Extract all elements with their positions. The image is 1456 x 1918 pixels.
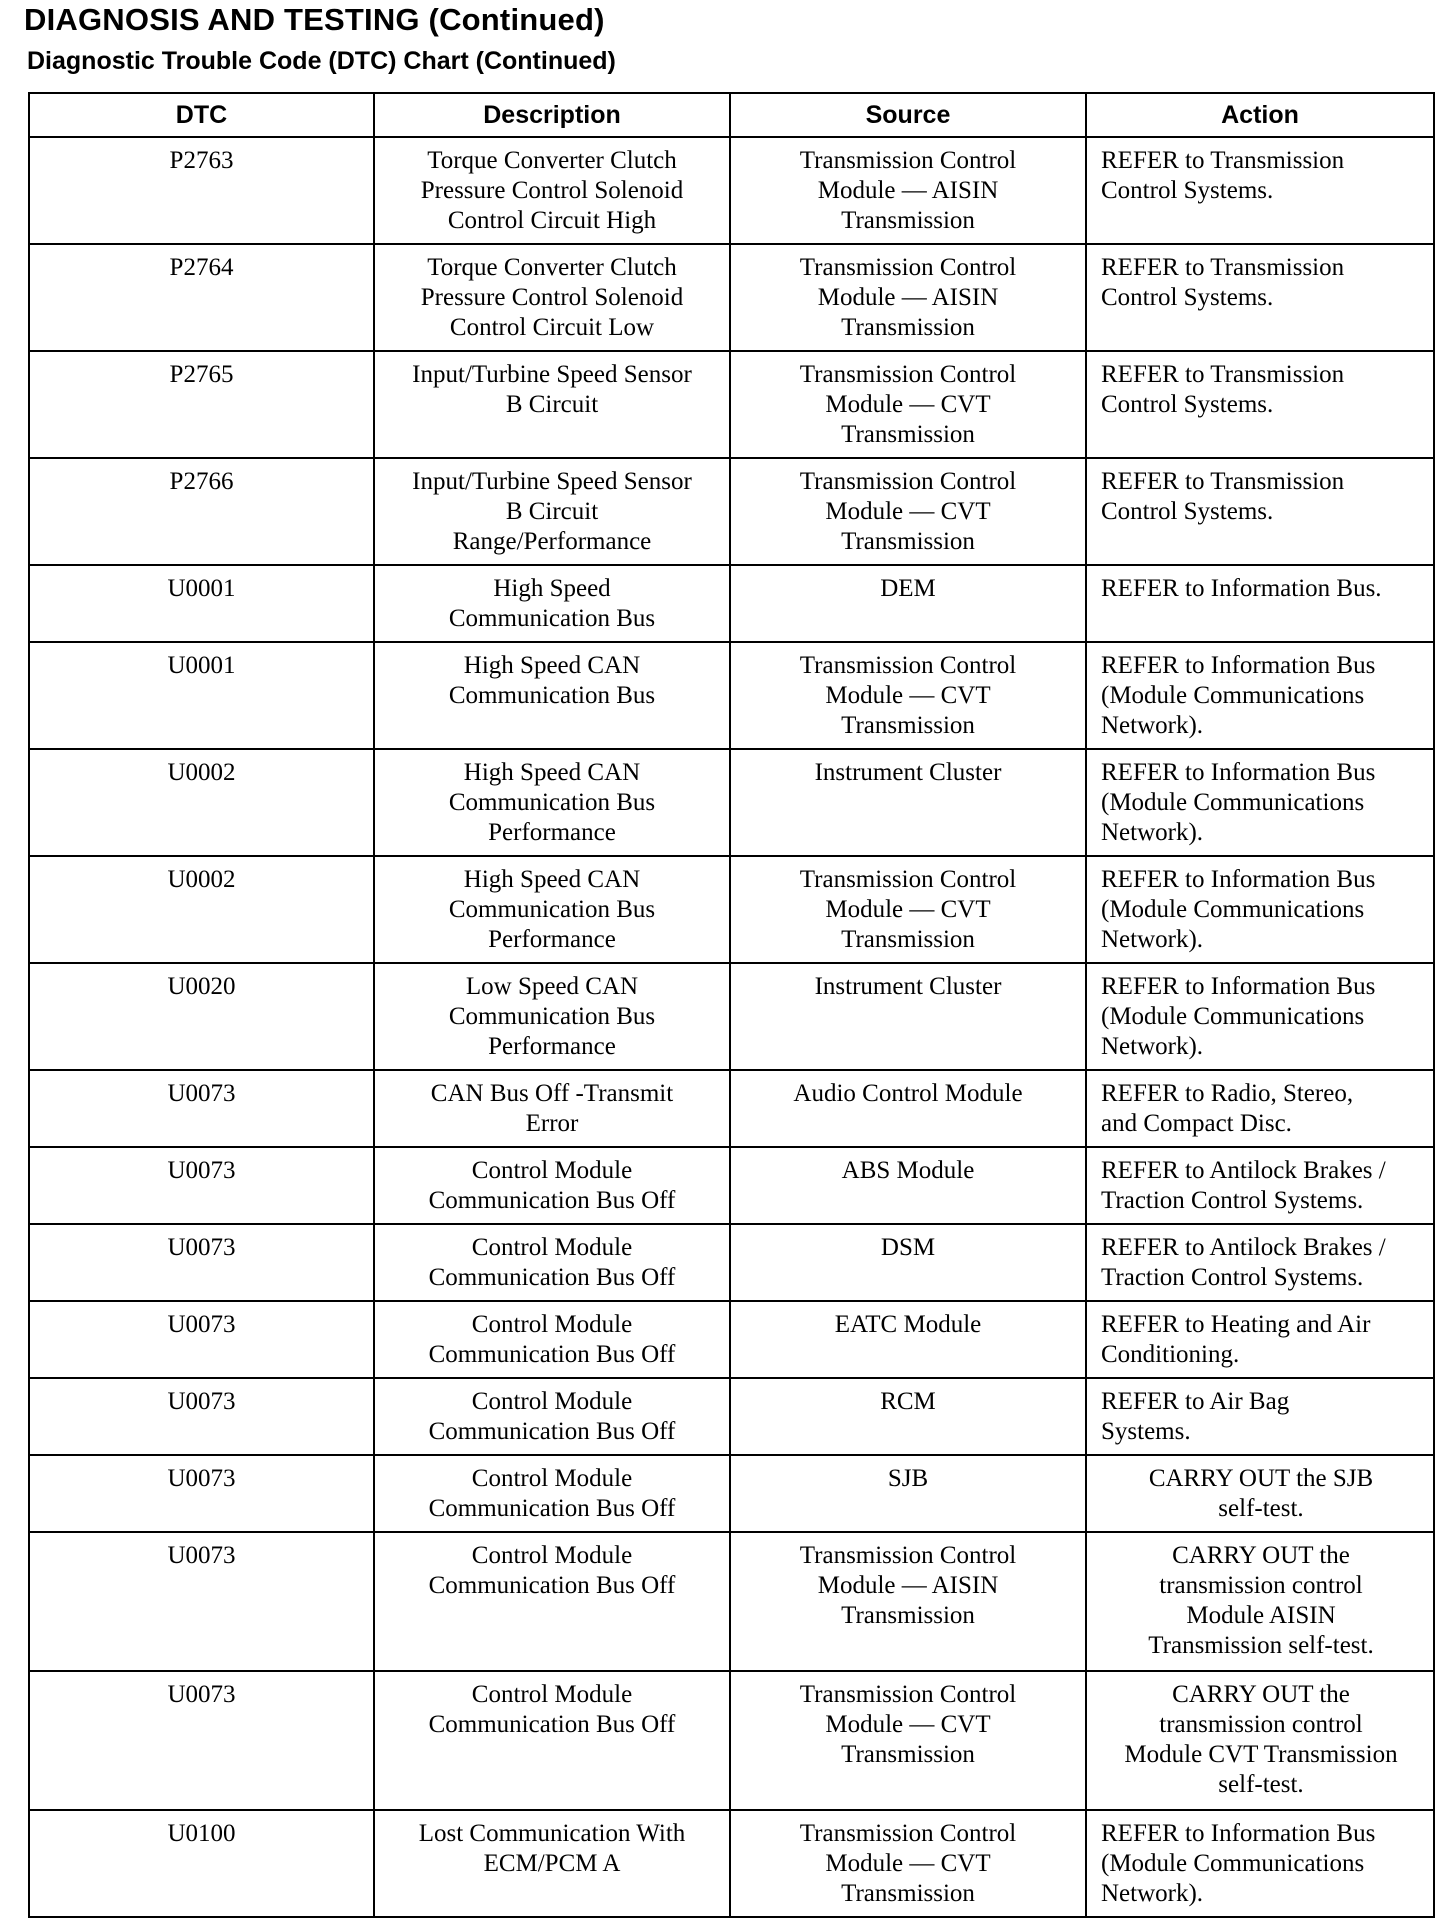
action-cell: REFER to Air Bag Systems. [1086,1378,1434,1455]
dtc-cell: U0073 [29,1224,374,1301]
dtc-cell: U0073 [29,1378,374,1455]
dtc-cell: U0100 [29,1810,374,1917]
dtc-cell: U0020 [29,963,374,1070]
description-cell: Control Module Communication Bus Off [374,1224,730,1301]
dtc-cell: U0073 [29,1455,374,1532]
description-cell: High Speed Communication Bus [374,565,730,642]
column-header-description: Description [374,93,730,137]
source-cell: Transmission Control Module — AISIN Transmission [730,244,1086,351]
source-cell: Instrument Cluster [730,749,1086,856]
source-cell: Transmission Control Module — CVT Transmission [730,351,1086,458]
table-row [29,565,1434,642]
action-cell: REFER to Transmission Control Systems. [1086,137,1434,244]
source-cell: Transmission Control Module — CVT Transmission [730,458,1086,565]
dtc-cell: P2764 [29,244,374,351]
action-cell: REFER to Transmission Control Systems. [1086,351,1434,458]
description-cell: Control Module Communication Bus Off [374,1671,730,1810]
source-cell: DEM [730,565,1086,642]
page-title: DIAGNOSIS AND TESTING (Continued) [24,2,605,37]
description-cell: Control Module Communication Bus Off [374,1455,730,1532]
action-cell: REFER to Information Bus. [1086,565,1434,642]
description-cell: High Speed CAN Communication Bus Performance [374,856,730,963]
dtc-cell: U0073 [29,1671,374,1810]
action-cell: REFER to Transmission Control Systems. [1086,244,1434,351]
description-cell: Input/Turbine Speed Sensor B Circuit Range/Performance [374,458,730,565]
description-cell: Control Module Communication Bus Off [374,1147,730,1224]
description-cell: Control Module Communication Bus Off [374,1378,730,1455]
column-header-source: Source [730,93,1086,137]
action-cell: REFER to Antilock Brakes / Traction Control Systems. [1086,1147,1434,1224]
description-cell: Low Speed CAN Communication Bus Performance [374,963,730,1070]
action-cell: REFER to Information Bus (Module Communications Network). [1086,749,1434,856]
source-cell: DSM [730,1224,1086,1301]
table-row [29,856,1434,963]
source-cell: Transmission Control Module — AISIN Transmission [730,1532,1086,1671]
table-row [29,458,1434,565]
action-cell: REFER to Transmission Control Systems. [1086,458,1434,565]
source-cell: Transmission Control Module — CVT Transmission [730,642,1086,749]
description-cell: High Speed CAN Communication Bus Performance [374,749,730,856]
table-row [29,1671,1434,1810]
source-cell: Audio Control Module [730,1070,1086,1147]
table-row [29,749,1434,856]
description-cell: Control Module Communication Bus Off [374,1301,730,1378]
source-cell: Transmission Control Module — CVT Transmission [730,1810,1086,1917]
action-cell: REFER to Antilock Brakes / Traction Control Systems. [1086,1224,1434,1301]
action-cell: CARRY OUT the transmission control Module CVT Transmission self-test. [1086,1671,1434,1810]
dtc-cell: P2763 [29,137,374,244]
dtc-cell: P2766 [29,458,374,565]
table-header-row [29,93,1434,137]
action-cell: REFER to Heating and Air Conditioning. [1086,1301,1434,1378]
dtc-cell: U0002 [29,856,374,963]
action-cell: REFER to Radio, Stereo, and Compact Disc. [1086,1070,1434,1147]
column-header-dtc: DTC [29,93,374,137]
description-cell: Input/Turbine Speed Sensor B Circuit [374,351,730,458]
dtc-cell: P2765 [29,351,374,458]
source-cell: Transmission Control Module — CVT Transmission [730,856,1086,963]
dtc-cell: U0073 [29,1147,374,1224]
description-cell: Torque Converter Clutch Pressure Control Solenoid Control Circuit High [374,137,730,244]
action-cell: REFER to Information Bus (Module Communications Network). [1086,856,1434,963]
table-row [29,1224,1434,1301]
table-row [29,963,1434,1070]
description-cell: High Speed CAN Communication Bus [374,642,730,749]
description-cell: Torque Converter Clutch Pressure Control Solenoid Control Circuit Low [374,244,730,351]
table-row [29,1070,1434,1147]
description-cell: Lost Communication With ECM/PCM A [374,1810,730,1917]
dtc-cell: U0002 [29,749,374,856]
page-subtitle: Diagnostic Trouble Code (DTC) Chart (Continued) [27,47,616,75]
action-cell: REFER to Information Bus (Module Communications Network). [1086,1810,1434,1917]
table-row [29,1810,1434,1917]
table-row [29,1455,1434,1532]
table-row [29,642,1434,749]
description-cell: Control Module Communication Bus Off [374,1532,730,1671]
action-cell: REFER to Information Bus (Module Communications Network). [1086,642,1434,749]
dtc-cell: U0073 [29,1532,374,1671]
source-cell: Transmission Control Module — CVT Transmission [730,1671,1086,1810]
table-row [29,244,1434,351]
source-cell: ABS Module [730,1147,1086,1224]
table-row [29,1378,1434,1455]
dtc-cell: U0073 [29,1070,374,1147]
table-row [29,1532,1434,1671]
table-row [29,351,1434,458]
action-cell: CARRY OUT the SJB self-test. [1086,1455,1434,1532]
table-row [29,1147,1434,1224]
source-cell: Instrument Cluster [730,963,1086,1070]
dtc-cell: U0001 [29,642,374,749]
dtc-cell: U0073 [29,1301,374,1378]
source-cell: EATC Module [730,1301,1086,1378]
column-header-action: Action [1086,93,1434,137]
action-cell: REFER to Information Bus (Module Communications Network). [1086,963,1434,1070]
dtc-cell: U0001 [29,565,374,642]
source-cell: RCM [730,1378,1086,1455]
action-cell: CARRY OUT the transmission control Module AISIN Transmission self-test. [1086,1532,1434,1671]
table-row [29,137,1434,244]
dtc-chart-table [28,92,1435,1918]
table-row [29,1301,1434,1378]
source-cell: Transmission Control Module — AISIN Transmission [730,137,1086,244]
description-cell: CAN Bus Off -Transmit Error [374,1070,730,1147]
source-cell: SJB [730,1455,1086,1532]
